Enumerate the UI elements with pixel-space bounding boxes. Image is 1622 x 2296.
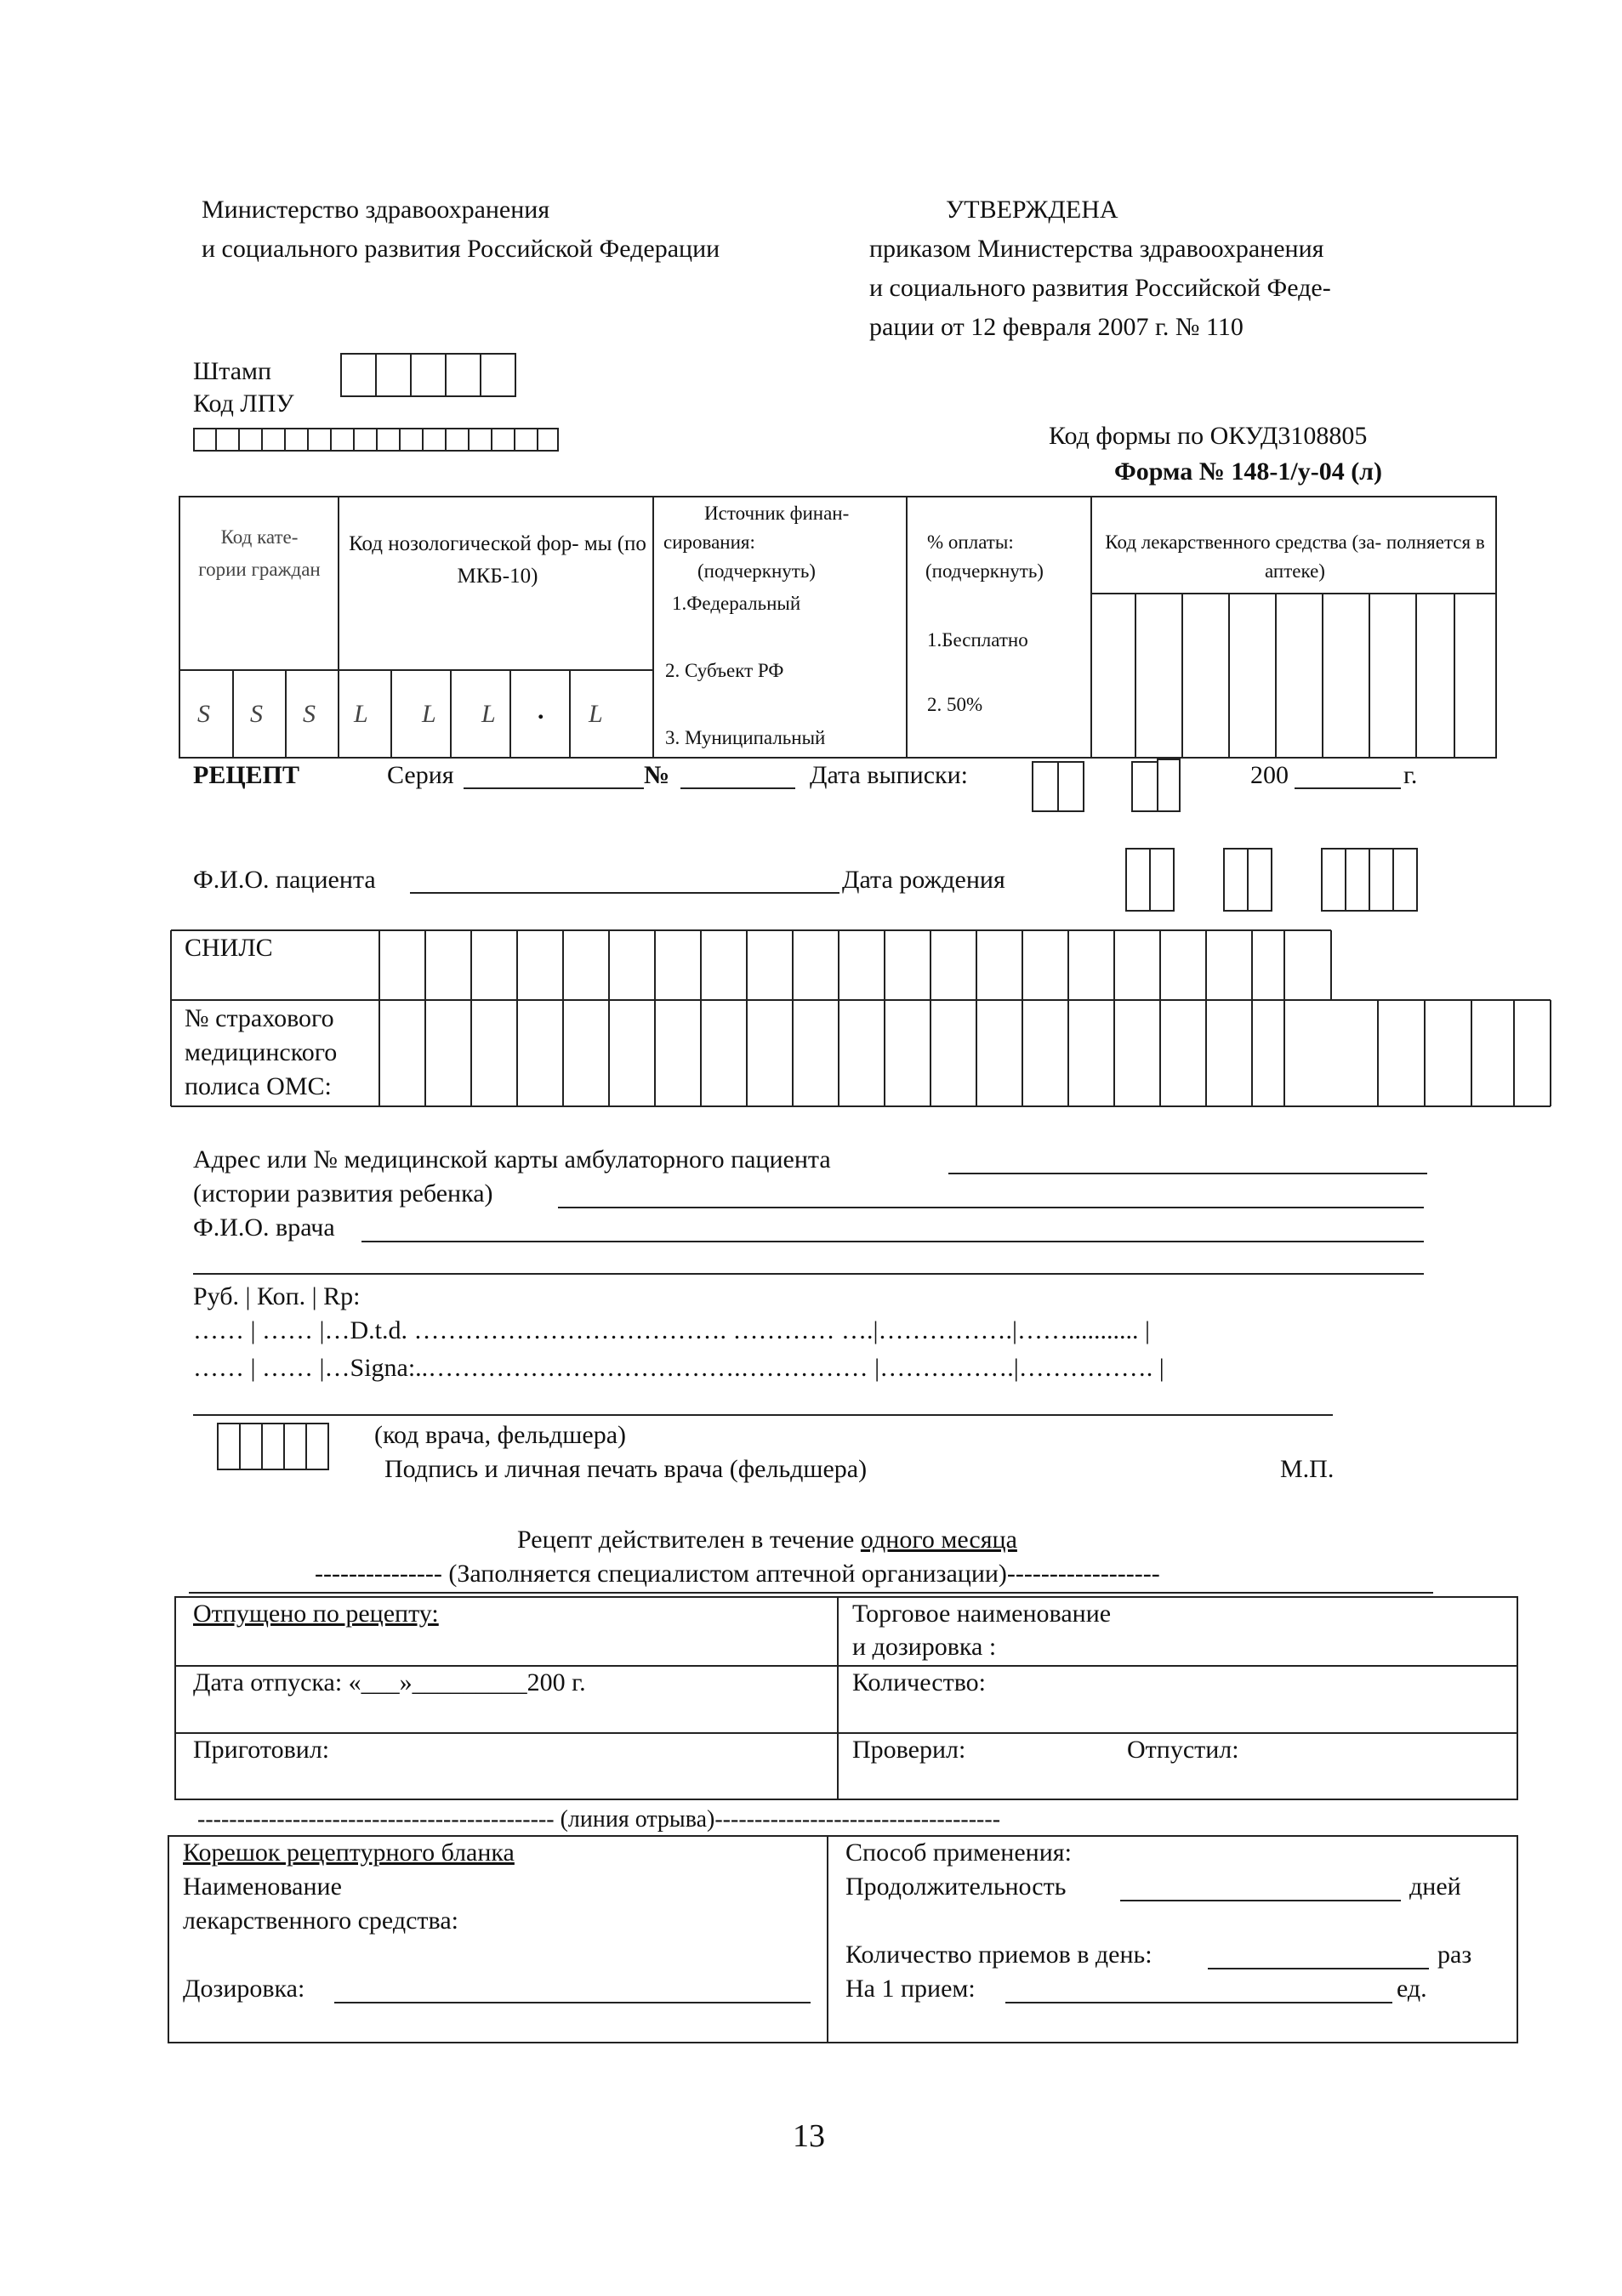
history-label: (истории развития ребенка) [193, 1179, 493, 1208]
released-label: Отпустил: [1127, 1736, 1239, 1764]
payment-option-50[interactable]: 2. 50% [927, 694, 983, 715]
pharmacy-note: --------------- (Заполняется специалистом аптечной организации)------------------ [315, 1560, 1160, 1588]
form-number: Форма № 148-1/у-04 (л) [1114, 457, 1382, 486]
stamp-place-label: М.П. [1280, 1455, 1335, 1483]
dispensed-label: Отпущено по рецепту: [193, 1600, 439, 1628]
stub-duration-label: Продолжительность [845, 1873, 1067, 1901]
trade-name-label-2: и дозировка : [852, 1633, 997, 1661]
stub-dosage-field[interactable] [334, 2002, 811, 2003]
birth-date-label: Дата рождения [842, 866, 1005, 894]
stub-per-dose-field[interactable] [1005, 2002, 1392, 2003]
payment-option-free[interactable]: 1.Бесплатно [927, 629, 1028, 651]
number-label: № [644, 761, 670, 789]
category-digit-1[interactable]: S [197, 700, 210, 728]
stub-units-label: ед. [1397, 1975, 1427, 2003]
finance-option-municipal[interactable]: 3. Муниципальный [665, 727, 826, 748]
payment-header-1: % оплаты: [927, 531, 1014, 553]
number-field[interactable] [680, 787, 795, 789]
history-field[interactable] [558, 1207, 1424, 1208]
stub-per-dose-label: На 1 прием: [845, 1975, 976, 2003]
code-table [179, 496, 1497, 759]
policy-label-2: медицинского [185, 1038, 338, 1066]
tear-line: --------------------------------------------- (линия отрыва)------------------------------------ [197, 1806, 1001, 1833]
nosology-dot: . [538, 696, 544, 725]
drug-code-header: Код лекарственного средства (за- полняется в аптеке) [1105, 531, 1485, 582]
nosology-digit-3[interactable]: L [481, 700, 496, 728]
pharmacy-table [174, 1596, 1518, 1801]
nosology-digit-2[interactable]: L [422, 700, 436, 728]
validity-period: одного месяца [860, 1526, 1017, 1554]
patient-name-label: Ф.И.О. пациента [193, 866, 376, 894]
stub-drug-name-2: лекарственного средства: [183, 1907, 458, 1935]
validity-prefix: Рецепт действителен в течение [517, 1526, 861, 1554]
series-field[interactable] [464, 787, 644, 789]
patient-name-field[interactable] [410, 892, 839, 894]
trade-name-label-1: Торговое наименование [852, 1600, 1112, 1628]
stub-method-label: Способ применения: [845, 1839, 1072, 1867]
policy-label-3: полиса ОМС: [185, 1072, 332, 1100]
approved-title: УТВЕРЖДЕНА [946, 196, 1118, 224]
doctor-name-label: Ф.И.О. врача [193, 1213, 335, 1242]
address-field[interactable] [948, 1173, 1427, 1174]
year-field[interactable] [1295, 787, 1401, 789]
doctor-name-field[interactable] [361, 1241, 1424, 1242]
category-digit-2[interactable]: S [250, 700, 263, 728]
ministry-line-1: Министерство здравоохранения [202, 196, 550, 224]
finance-header-1: Источник финан- [704, 503, 850, 524]
stub-dosage-label: Дозировка: [183, 1975, 305, 2003]
nosology-digit-4[interactable]: L [589, 700, 603, 728]
rx-dtd-line[interactable]: …… | …… |…D.t.d. ………………………………. ………… ….|…………….|……........... | [193, 1316, 1151, 1344]
lpu-code-boxes[interactable] [193, 428, 559, 452]
issue-date-label: Дата выписки: [810, 761, 969, 789]
prepared-label: Приготовил: [193, 1736, 330, 1764]
finance-option-federal[interactable]: 1.Федеральный [672, 593, 801, 614]
rx-signa-line[interactable]: …… | …… |…Signa:..……………………………….…………… |…………….|……………. | [193, 1354, 1164, 1382]
quantity-label: Количество: [852, 1668, 987, 1696]
series-label: Серия [387, 761, 454, 789]
nosology-digit-1[interactable]: L [354, 700, 368, 728]
validity-text [517, 1526, 1017, 1554]
stub-duration-field[interactable] [1120, 1900, 1401, 1901]
okud-code-label: Код формы по ОКУД3108805 [1049, 422, 1368, 450]
category-digit-3[interactable]: S [303, 700, 316, 728]
snils-label: СНИЛС [185, 934, 273, 962]
policy-label-1: № страхового [185, 1004, 334, 1032]
lpu-code-label: Код ЛПУ [193, 389, 294, 418]
finance-option-subject[interactable]: 2. Субъект РФ [665, 660, 784, 681]
pharmacy-note-underline [189, 1592, 1433, 1594]
stub-per-day-field[interactable] [1208, 1968, 1429, 1969]
payment-header-2: (подчеркнуть) [925, 560, 1044, 582]
nosology-header: Код нозологической фор- мы (по МКБ-10) [349, 532, 646, 588]
year-prefix: 200 [1250, 761, 1289, 789]
stub-times-label: раз [1437, 1941, 1472, 1969]
stub-title: Корешок рецептурного бланка [183, 1839, 515, 1867]
recipe-label: РЕЦЕПТ [193, 761, 300, 789]
address-label: Адрес или № медицинской карты амбулаторного пациента [193, 1145, 831, 1174]
approved-line-2: и социального развития Российской Феде- [869, 274, 1331, 302]
rx-header: Руб. | Коп. | Rp: [193, 1282, 361, 1310]
signature-line[interactable] [193, 1414, 1333, 1416]
signature-label: Подпись и личная печать врача (фельдшера) [384, 1455, 868, 1483]
finance-header-2: сирования: [663, 531, 755, 553]
stub-per-day-label: Количество приемов в день: [845, 1941, 1152, 1969]
approved-line-3: рации от 12 февраля 2007 г. № 110 [869, 313, 1244, 341]
ministry-line-2: и социального развития Российской Федерации [202, 235, 720, 263]
doctor-name-field-2[interactable] [193, 1273, 1424, 1275]
stub-drug-name-1: Наименование [183, 1873, 342, 1901]
finance-header-3: (подчеркнуть) [697, 560, 816, 582]
stamp-label: Штамп [193, 357, 272, 385]
dispense-date[interactable]: Дата отпуска: «___»_________200 г. [193, 1668, 586, 1696]
category-header: Код кате- гории граждан [198, 526, 321, 580]
year-suffix: г. [1403, 761, 1418, 789]
id-table [170, 929, 1552, 1108]
stub-table [168, 1835, 1518, 2044]
stub-days-label: дней [1409, 1873, 1461, 1901]
checked-label: Проверил: [852, 1736, 966, 1764]
approved-line-1: приказом Министерства здравоохранения [869, 235, 1324, 263]
page-number: 13 [793, 2118, 825, 2154]
doctor-code-label: (код врача, фельдшера) [374, 1421, 627, 1449]
